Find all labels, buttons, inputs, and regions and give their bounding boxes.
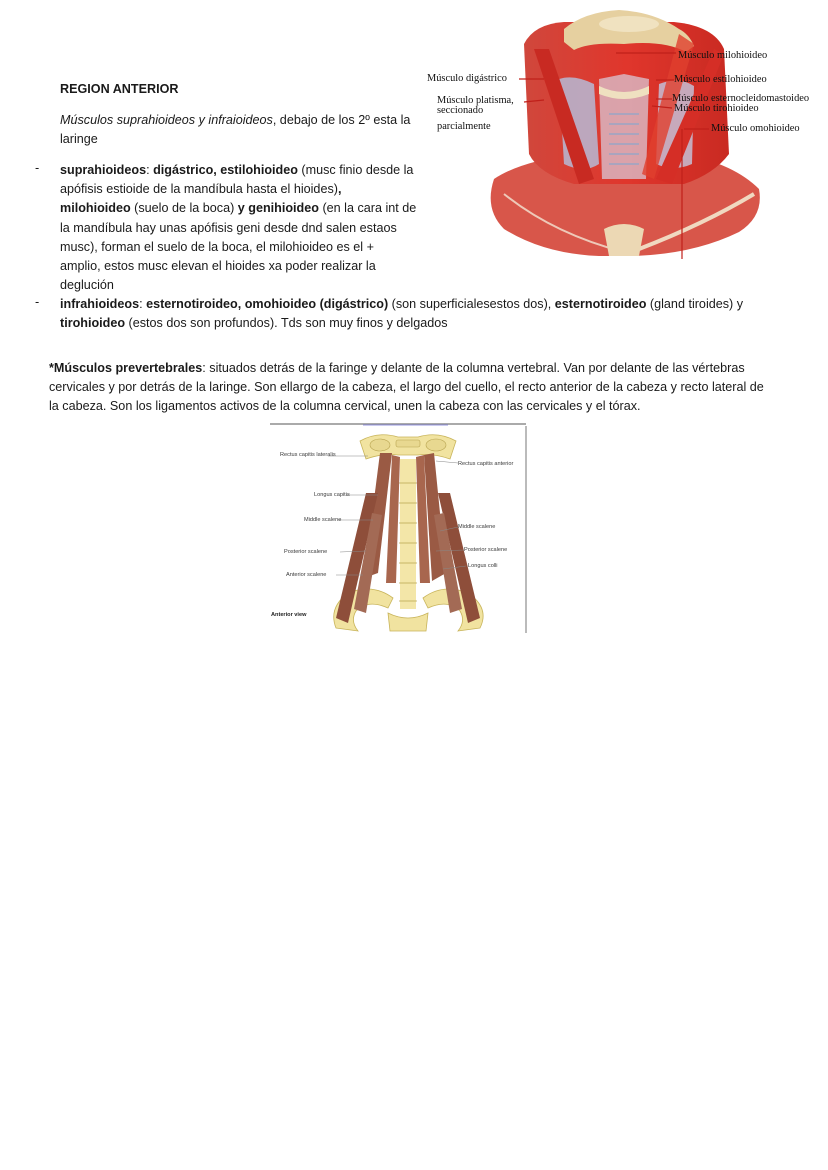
text: (estos dos son profundos). Tds son muy finos y delgados: [125, 316, 448, 331]
term: infrahioideos: [60, 297, 140, 311]
term: ,: [337, 182, 342, 197]
bullet-infrahioideos: [60, 295, 743, 333]
label-esternocleidomastoideo: Músculo esternocleidomastoideo: [672, 93, 810, 104]
bullet-suprahioideos: [60, 161, 416, 295]
text: la mandíbula hay unas apófisis geni desde dnd salen estaos: [60, 220, 397, 235]
label-anterior-scalene: Anterior scalene: [286, 572, 327, 578]
label-posterior-scalene-right: Posterior scalene: [464, 547, 508, 553]
term: milohioideo: [60, 201, 131, 216]
intro-italic: Músculos suprahioideos y infraioideos: [60, 113, 273, 127]
term: tirohioideo: [60, 316, 126, 331]
label-digastrico: Músculo digástrico: [427, 73, 507, 84]
intro-text: , debajo de los 2º esta la: [272, 113, 411, 127]
text: la cabeza. Son los ligamentos activos de la columna cervical, unen la cabeza con las cervicales y el tórax.: [49, 399, 641, 414]
label-tirohioideo: Músculo tirohioideo: [674, 103, 759, 114]
intro-line2: laringe: [60, 132, 98, 147]
text: : situados detrás de la faringe y delante de la columna vertebral. Van por delante de las vértebras: [202, 361, 745, 375]
text: (en la cara int de: [318, 201, 417, 216]
label-platisma-2: seccionado: [437, 105, 484, 116]
term: *Músculos prevertebrales: [49, 361, 203, 375]
label-milohioideo: Músculo milohioideo: [678, 50, 768, 61]
term: esternotiroideo: [554, 297, 647, 311]
label-rectus-capitis-anterior: Rectus capitis anterior: [458, 461, 514, 467]
label-estilohioideo: Músculo estilohioideo: [674, 74, 767, 85]
prevertebral-muscles-figure: [268, 423, 530, 635]
term: digástrico, estilohioideo: [153, 163, 298, 177]
text: (musc finio desde la: [297, 163, 414, 177]
label-middle-scalene-left: Middle scalene: [304, 517, 342, 523]
label-middle-scalene-right: Middle scalene: [458, 524, 496, 530]
term: y genihioideo: [237, 201, 319, 216]
text: cervicales y por detrás de la laringe. Son ellargo de la cabeza, el largo del cuello, el recto anterior de la cabeza y recto lateral de: [49, 380, 764, 395]
label-anterior-view: Anterior view: [271, 612, 307, 618]
bullet-marker: -: [35, 161, 40, 175]
text: amplio, estos musc elevan el hioides xa poder realizar la: [60, 259, 376, 274]
term: esternotiroideo, omohioideo (digástrico): [146, 297, 389, 311]
text: :: [139, 297, 147, 311]
label-posterior-scalene-left: Posterior scalene: [284, 549, 328, 555]
text: deglución: [60, 278, 114, 293]
text: (suelo de la boca): [130, 201, 238, 216]
term: suprahioideos: [60, 163, 147, 177]
label-omohioideo: Músculo omohioideo: [711, 123, 800, 134]
text: (son superficialesestos dos),: [388, 297, 555, 311]
label-platisma: Músculo platisma,: [437, 95, 514, 106]
label-longus-colli: Longus colli: [468, 563, 498, 569]
label-platisma-3: parcialmente: [437, 121, 491, 132]
label-longus-capitis: Longus capitis: [314, 492, 350, 498]
text: :: [146, 163, 154, 177]
text: apófisis estioide de la mandíbula hasta el hioides): [60, 182, 338, 197]
text: (gland tiroides) y: [646, 297, 744, 311]
bullet-marker: -: [35, 295, 40, 309]
suprahyoid-muscles-figure: [424, 4, 828, 262]
label-rectus-capitis-lateralis: Rectus capitis lateralis: [280, 452, 336, 458]
intro-paragraph: [60, 111, 410, 149]
text: musc), forman el suelo de la boca, el milohioideo es el +: [60, 239, 374, 254]
section-heading: REGION ANTERIOR: [60, 82, 179, 96]
prevertebral-paragraph: [49, 359, 764, 417]
